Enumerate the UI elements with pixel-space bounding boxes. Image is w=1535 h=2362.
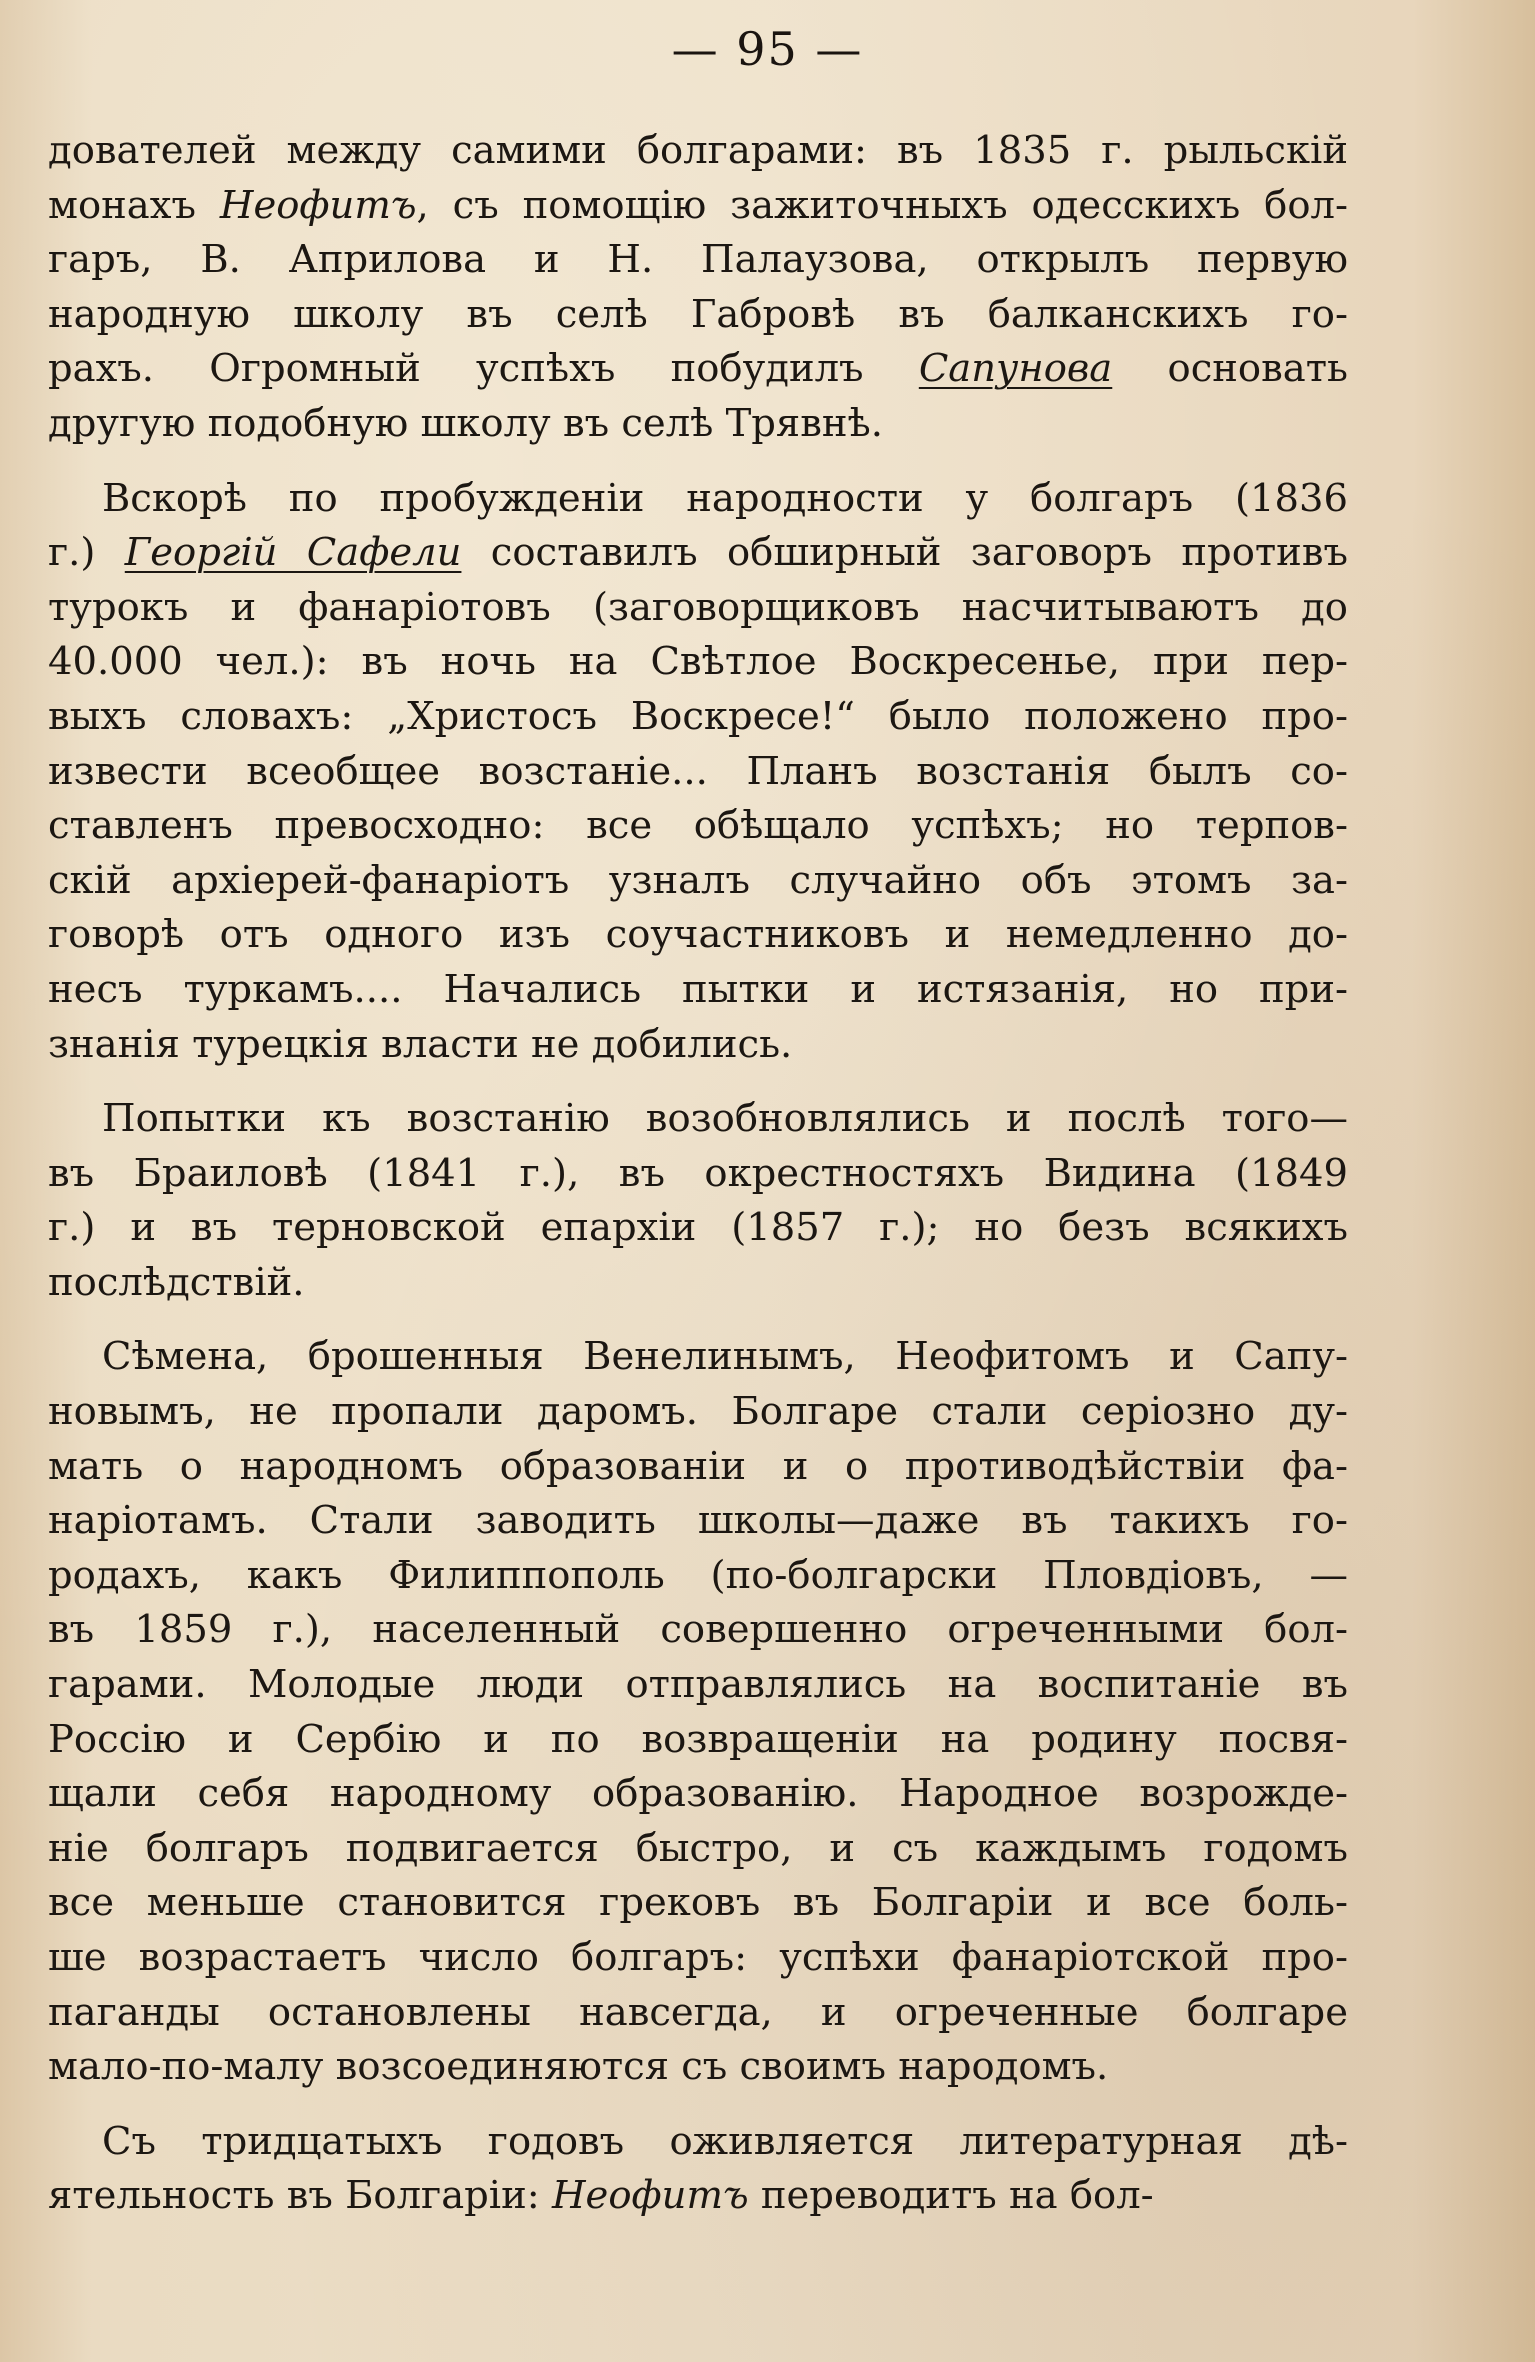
paragraph xyxy=(48,472,1348,1073)
text-run: паганды остановлены навсегда, и огреченные болгаре xyxy=(48,1989,1348,2035)
text-run: ятельность въ Болгаріи: xyxy=(48,2173,552,2219)
text-run: народную школу въ селѣ Габровѣ въ балканскихъ го- xyxy=(48,291,1348,337)
text-run: Съ тридцатыхъ годовъ оживляется литературная дѣ- xyxy=(102,2118,1348,2164)
text-line xyxy=(48,1603,1348,1658)
text-line xyxy=(48,1876,1348,1931)
text-run: другую подобную школу въ селѣ Трявнѣ. xyxy=(48,400,884,446)
text-line xyxy=(48,1385,1348,1440)
text-run: родахъ, какъ Филиппополь (по-болгарски Пловдіовъ, — xyxy=(48,1552,1348,1598)
text-line xyxy=(48,179,1348,234)
emphasized-name: Георгій Сафели xyxy=(124,530,462,576)
text-line xyxy=(48,799,1348,854)
text-line xyxy=(48,1092,1348,1147)
text-line xyxy=(48,635,1348,690)
text-run: мало-по-малу возсоединяются съ своимъ народомъ. xyxy=(48,2044,1109,2090)
text-run: составилъ обширный заговоръ противъ xyxy=(461,530,1348,576)
text-line xyxy=(48,908,1348,963)
text-line xyxy=(48,1330,1348,1385)
text-line xyxy=(48,745,1348,800)
text-line xyxy=(48,1931,1348,1986)
text-run: мать о народномъ образованіи и о противодѣйствіи фа- xyxy=(48,1443,1348,1489)
paragraph xyxy=(48,2115,1348,2224)
text-line xyxy=(48,1658,1348,1713)
text-run: дователей между самими болгарами: въ 1835 г. рыльскій xyxy=(48,128,1348,173)
text-line xyxy=(48,342,1348,397)
text-line xyxy=(48,1713,1348,1768)
text-run: послѣдствій. xyxy=(48,1259,305,1305)
text-run: извести всеобщее возстаніе... Планъ возстанія былъ со- xyxy=(48,748,1348,794)
text-line xyxy=(48,1822,1348,1877)
paragraph xyxy=(48,1092,1348,1310)
text-line xyxy=(48,472,1348,527)
text-line xyxy=(48,397,1348,452)
text-line xyxy=(48,1201,1348,1256)
text-line xyxy=(48,2040,1348,2095)
text-line xyxy=(48,690,1348,745)
text-run: 40.000 чел.): въ ночь на Свѣтлое Воскресенье, при пер- xyxy=(48,639,1348,685)
text-run: гаръ, В. Априлова и Н. Палаузова, открылъ первую xyxy=(48,237,1348,283)
text-run: щали себя народному образованію. Народное возрожде- xyxy=(48,1771,1348,1817)
text-run: переводитъ на бол- xyxy=(748,2173,1154,2219)
text-run: г.) xyxy=(48,530,125,576)
emphasized-name: Неофитъ xyxy=(551,2173,749,2219)
body-text xyxy=(48,124,1348,2224)
text-run: монахъ xyxy=(48,182,220,228)
text-line xyxy=(48,288,1348,343)
paragraph xyxy=(48,1330,1348,2094)
text-run: наріотамъ. Стали заводить школы—даже въ такихъ го- xyxy=(48,1498,1348,1544)
text-line xyxy=(48,854,1348,909)
text-run: говорѣ отъ одного изъ соучастниковъ и немедленно до- xyxy=(48,912,1348,958)
paragraph-gap xyxy=(48,1310,1348,1330)
text-line xyxy=(48,1256,1348,1311)
paragraph-gap xyxy=(48,452,1348,472)
text-run: Попытки къ возстанію возобновлялись и послѣ того— xyxy=(102,1096,1348,1142)
text-run: новымъ, не пропали даромъ. Болгаре стали серіозно ду- xyxy=(48,1389,1348,1435)
text-line xyxy=(48,2115,1348,2170)
text-run: ше возрастаетъ число болгаръ: успѣхи фанаріотской про- xyxy=(48,1935,1348,1980)
text-run: Россію и Сербію и по возвращеніи на родину посвя- xyxy=(48,1716,1348,1762)
text-line xyxy=(48,526,1348,581)
text-run: рахъ. Огромный успѣхъ побудилъ xyxy=(48,346,919,392)
paragraph-gap xyxy=(48,2095,1348,2115)
text-line xyxy=(48,1549,1348,1604)
text-run: Вскорѣ по пробужденіи народности у болгаръ (1836 xyxy=(102,475,1348,521)
text-run: Сѣмена, брошенныя Венелинымъ, Неофитомъ и Сапу- xyxy=(102,1334,1348,1380)
text-line xyxy=(48,1494,1348,1549)
paragraph-gap xyxy=(48,1072,1348,1092)
text-line xyxy=(48,1986,1348,2041)
text-line xyxy=(48,233,1348,288)
text-run: въ 1859 г.), населенный совершенно огреченными бол- xyxy=(48,1607,1348,1653)
text-line xyxy=(48,1767,1348,1822)
text-run: все меньше становится грековъ въ Болгаріи и все боль- xyxy=(48,1880,1348,1926)
text-run: гарами. Молодые люди отправлялись на воспитаніе въ xyxy=(48,1662,1348,1708)
text-run: несъ туркамъ.... Начались пытки и истязанія, но при- xyxy=(48,966,1348,1012)
text-run: ставленъ превосходно: все обѣщало успѣхъ; но терпов- xyxy=(48,803,1348,849)
text-run: турокъ и фанаріотовъ (заговорщиковъ насчитываютъ до xyxy=(48,584,1348,630)
text-line xyxy=(48,124,1348,179)
text-run: въ Браиловѣ (1841 г.), въ окрестностяхъ Видина (1849 xyxy=(48,1150,1348,1196)
text-run: выхъ словахъ: „Христосъ Воскресе!“ было положено про- xyxy=(48,693,1348,739)
text-line xyxy=(48,963,1348,1018)
text-run: ніе болгаръ подвигается быстро, и съ каждымъ годомъ xyxy=(48,1825,1348,1871)
text-run: скій архіерей-фанаріотъ узналъ случайно объ этомъ за- xyxy=(48,857,1348,903)
text-run: основать xyxy=(1112,346,1348,392)
text-line xyxy=(48,1018,1348,1073)
emphasized-name: Сапунова xyxy=(918,346,1113,392)
text-line xyxy=(48,1440,1348,1495)
emphasized-name: Неофитъ xyxy=(219,182,417,228)
text-run: знанія турецкія власти не добились. xyxy=(48,1021,793,1067)
text-run: , съ помощію зажиточныхъ одесскихъ бол- xyxy=(416,182,1349,228)
paragraph xyxy=(48,124,1348,452)
page-number: — 95 — xyxy=(671,22,864,76)
text-line xyxy=(48,1147,1348,1202)
text-run: г.) и въ терновской епархіи (1857 г.); но безъ всякихъ xyxy=(48,1205,1348,1251)
text-line xyxy=(48,2169,1348,2224)
text-line xyxy=(48,581,1348,636)
